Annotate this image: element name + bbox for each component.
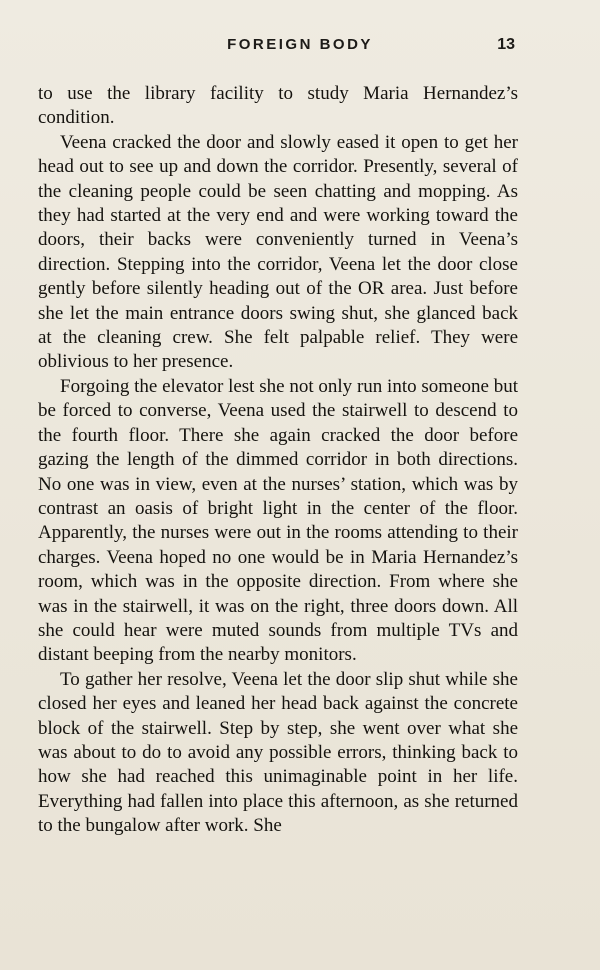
page-header (0, 36, 600, 60)
running-head: FOREIGN BODY (227, 36, 373, 53)
paragraph-continued: to use the library facility to study Maria Hernandez’s condition. (38, 83, 518, 129)
paragraph: Forgoing the elevator lest she not only run into someone but be forced to converse, Veena used the stairwell to descend to the fourth floor. There she again cracked the door before gazing the length of the dimmed corridor in both directions. No one was in view, even at the nurses’ station, which was by contrast an oasis of bright light in the center of the floor. Apparently, the nurses were out in the rooms attending to their charges. Veena hoped no one would be in Maria Hernandez’s room, which was in the opposite direction. From where she was in the stairwell, it was on the right, three doors down. All she could hear were muted sounds from multiple TVs and distant beeping from the nearby monitors. (38, 375, 518, 666)
page-number: 13 (497, 36, 515, 53)
body-text (38, 82, 518, 839)
paragraph: Veena cracked the door and slowly eased it open to get her head out to see up and down the corridor. Presently, several of the cleaning people could be seen chatting and mopping. As they had started at the very end and were working toward the doors, their backs were conveniently turned in Veena’s direction. Stepping into the corridor, Veena let the door close gently before silently heading out of the OR area. Just before she let the main entrance doors swing shut, she glanced back at the cleaning crew. She felt palpable relief. They were oblivious to her presence. (38, 131, 518, 373)
paragraph: To gather her resolve, Veena let the door slip shut while she closed her eyes and leaned her head back against the concrete block of the stairwell. Step by step, she went over what she was about to do to avoid any possible errors, thinking back to how she had reached this unimaginable point in her life. Everything had fallen into place this afternoon, as she returned to the bungalow after work. She (38, 668, 518, 837)
